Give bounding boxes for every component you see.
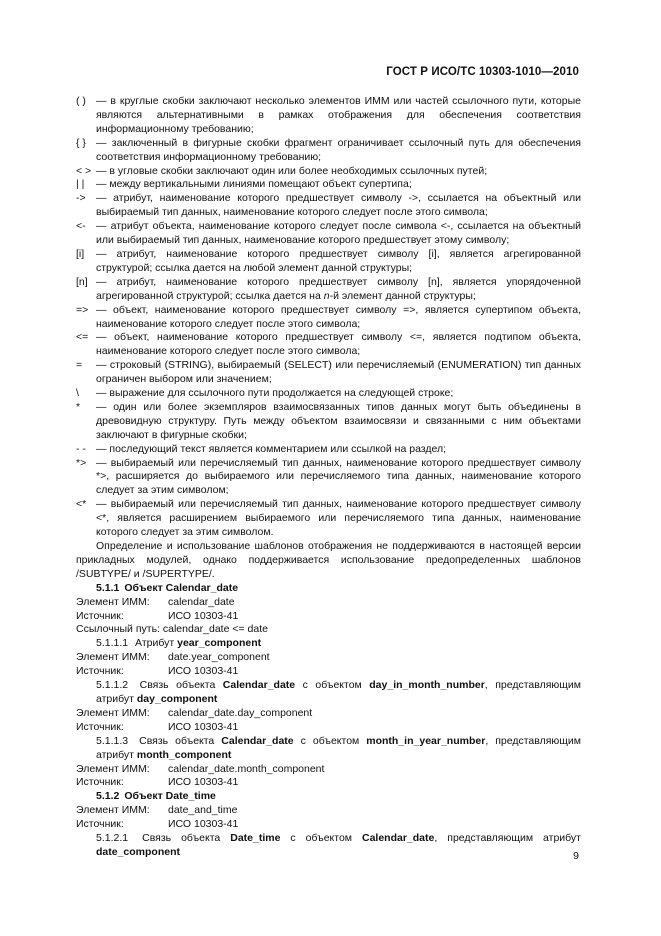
definition-item (76, 192, 581, 220)
definition-symbol: <- (76, 220, 86, 233)
definition-symbol: { } (76, 136, 86, 149)
definition-text: — объект, наименование которого предшествует символу <=, является подтипом объекта, наименование которого следует после этого символа; (96, 331, 581, 358)
definition-symbol: [n] (76, 275, 88, 288)
definition-symbol: = (76, 359, 83, 372)
definition-text: — последующий текст является комментарием или ссылкой на раздел; (96, 442, 447, 455)
definition-symbol: - - (76, 442, 86, 455)
page-number: 9 (573, 850, 579, 862)
section-heading-5-1-1-2: 5.1.1.2 Связь объекта Calendar_date с объектом day_in_month_number, представляющим атрибут day_component (96, 679, 581, 705)
definition-symbol: *> (76, 456, 87, 469)
definition-text: — выбираемый или перечисляемый тип данных, наименование которого предшествует символу *>, расширяется до выбираемого или перечисляемого типа данных, наименование которого следует за этим символом; (96, 456, 581, 497)
imm-element-row: Элемент ИММ: calendar_date.month_component (76, 762, 325, 775)
reference-path: Ссылочный путь: calendar_date <= date (76, 623, 268, 636)
definition-symbol: < > (76, 164, 92, 177)
definition-item (76, 248, 581, 276)
definition-text: — атрибут объекта, наименование которого следует после символа <-, ссылается на объектный или выбираемый тип данных, наименование которого предшествует этому символу; (96, 220, 581, 247)
definition-item (76, 95, 581, 137)
definition-item (76, 457, 581, 499)
section-heading-5-1-1: 5.1.1 Объект Calendar_date (96, 581, 239, 594)
definition-item (76, 276, 581, 304)
definition-symbol: <= (76, 331, 89, 344)
definition-text: — выбираемый или перечисляемый тип данных, наименование которого предшествует символу <*, является расширением выбираемого или перечисляемого типа данных, наименование которого следует за этим символом. (96, 498, 581, 539)
imm-element-row: Элемент ИММ: calendar_date (76, 595, 235, 608)
definition-text-part: -й элемент данной структуры; (329, 289, 476, 302)
imm-element-row: Элемент ИММ: date_and_time (76, 804, 238, 817)
definition-text: — в круглые скобки заключают несколько элементов ИММ или частей ссылочного пути, которые являются альтернативными в рамках отображения для обеспечения соответствия информационному требованию; (96, 95, 581, 135)
definition-text: — атрибут, наименование которого предшествует символу [i], является агрегированной структурой; ссылка дается на любой элемент данной структуры; (96, 247, 581, 274)
definition-symbol: * (76, 400, 81, 413)
definition-symbol: -> (76, 192, 86, 205)
definition-text: — строковый (STRING), выбираемый (SELECT) или перечисляемый (ENUMERATION) тип данных ограничен выбором или значением; (96, 359, 581, 386)
source-row: Источник: ИСО 10303-41 (76, 609, 239, 622)
source-row: Источник: ИСО 10303-41 (76, 818, 239, 831)
definition-text: — один или более экземпляров взаимосвязанных типов данных могут быть объединены в древовидную структуру. Путь между объектом взаимосвязи и связанными с ним объектами заключают в фигурные скобки; (96, 400, 581, 441)
definition-text-part: — атрибут, наименование которого предшествует символу [n], является упорядоченной агрегированной структурой; ссылка дается на (96, 275, 581, 302)
definition-text: — между вертикальными линиями помещают объект супертипа; (96, 178, 412, 191)
source-row: Источник: ИСО 10303-41 (76, 720, 239, 733)
definition-item (76, 220, 581, 248)
definition-text: — в угловые скобки заключают один или более необходимых ссылочных путей; (96, 164, 488, 177)
source-row: Источник: ИСО 10303-41 (76, 776, 239, 789)
definition-text: — заключенный в фигурные скобки фрагмент ограничивает ссылочный путь для обеспечения соответствия информационному требованию; (96, 136, 581, 163)
definition-symbol: | | (76, 178, 85, 191)
definitions-list (76, 95, 581, 540)
definition-text: — атрибут, наименование которого предшествует символу ->, ссылается на объектный или выбираемый тип данных, наименование которого следует после этого символа; (96, 192, 581, 219)
definition-symbol: \ (76, 387, 79, 400)
definition-item (76, 178, 581, 192)
definition-item (76, 443, 581, 457)
definition-text-italic: n (323, 289, 330, 302)
definition-item (76, 137, 581, 165)
imm-element-row: Элемент ИММ: date.year_component (76, 651, 270, 664)
definition-item (76, 401, 581, 443)
definition-item (76, 304, 581, 332)
definition-item (76, 165, 581, 179)
intro-paragraph: Определение и использование шаблонов отображения не поддерживаются в настоящей версии прикладных модулей, однако поддерживается использование предопределенных шаблонов /SUBTYPE/ и /SUPERTYPE/. (76, 540, 581, 580)
definition-text (96, 276, 581, 304)
definition-symbol: ( ) (76, 95, 86, 107)
definition-symbol: <* (76, 498, 87, 511)
definition-item (76, 359, 581, 387)
imm-element-row: Элемент ИММ: calendar_date.day_component (76, 706, 313, 719)
definition-item (76, 331, 581, 359)
definition-symbol: [i] (76, 247, 85, 260)
section-heading-5-1-2-1: 5.1.2.1 Связь объекта Date_time с объектом Calendar_date, представляющим атрибут date_component (96, 832, 581, 858)
page-content (76, 95, 581, 860)
section-heading-5-1-1-3: 5.1.1.3 Связь объекта Calendar_date с объектом month_in_year_number, представляющим атрибут month_component (96, 734, 582, 761)
section-heading-5-1-1-1: 5.1.1.1 Атрибут year_component (96, 637, 262, 650)
definition-text: — объект, наименование которого предшествует символу =>, является супертипом объекта, наименование которого следует после этого символа; (96, 303, 581, 330)
section-heading-5-1-2: 5.1.2 Объект Date_time (96, 790, 216, 803)
document-header: ГОСТ Р ИСО/ТС 10303-1010—2010 (386, 66, 579, 78)
definition-text: — выражение для ссылочного пути продолжается на следующей строке; (96, 387, 454, 400)
definition-symbol: => (76, 303, 89, 316)
source-row: Источник: ИСО 10303-41 (76, 665, 239, 678)
definition-item (76, 387, 581, 401)
definition-item (76, 498, 581, 540)
